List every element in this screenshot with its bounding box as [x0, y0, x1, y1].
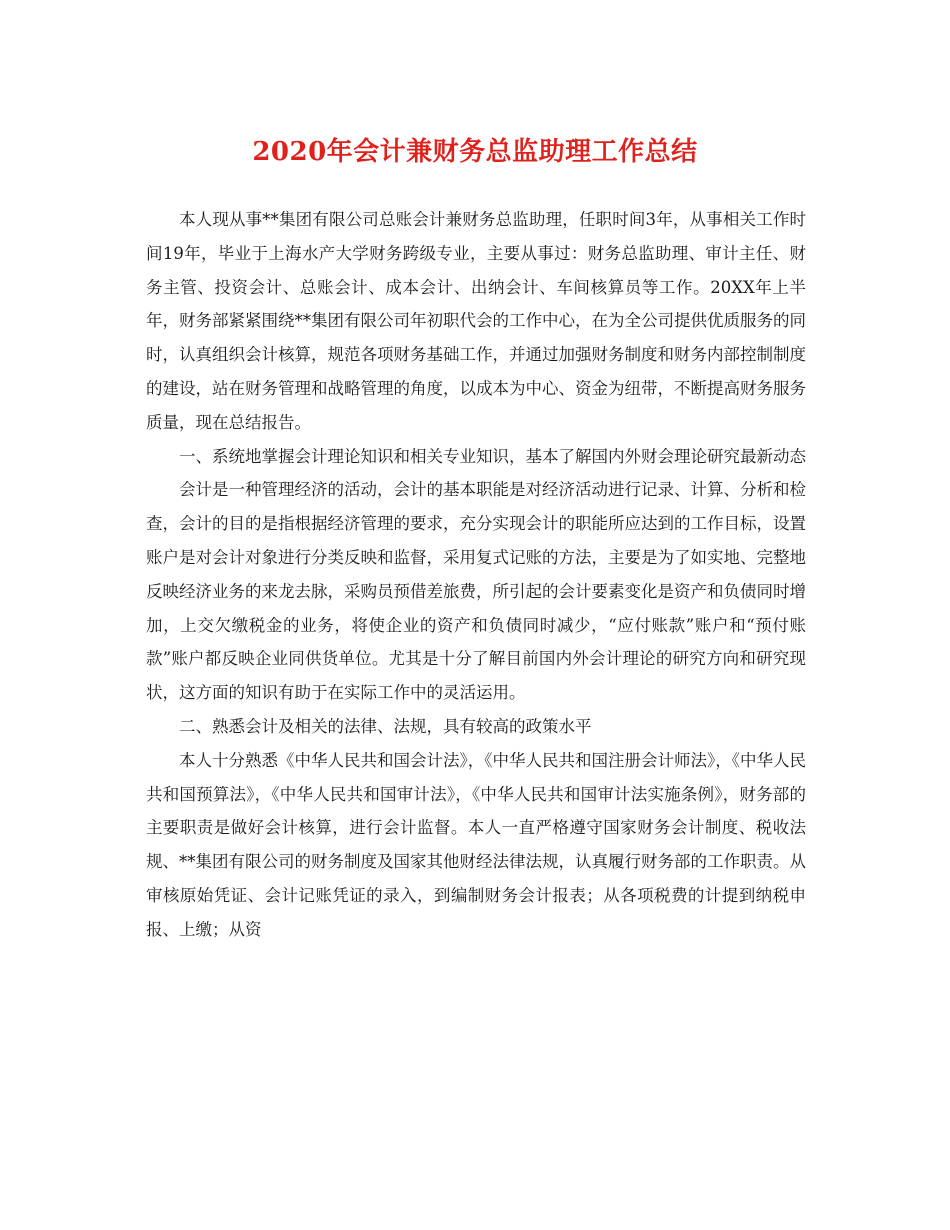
section-heading-1: 一、系统地掌握会计理论知识和相关专业知识，基本了解国内外财会理论研究最新动态 — [179, 446, 806, 466]
document-title: 2020年会计兼财务总监助理工作总结 — [252, 137, 698, 167]
paragraph-section-1: 会计是一种管理经济的活动，会计的基本职能是对经济活动进行记录、计算、分析和检查，会计的目的是指根据经济管理的要求，充分实现会计的职能所应达到的工作目标，设置账户是对会计对象进行分类反映和监督，采用复式记账的方法，主要是为了如实地、完整地反映经济业务的来龙去脉，采购员预借差旅费，所引起的会计要素变化是资产和负债同时增加，上交欠缴税金的业务，将使企业的资产和负债同时减少，“应付账款”账户和“预付账款”账户都反映企业同供货单位。尤其是十分了解目前国内外会计理论的研究方向和研究现状，这方面的知识有助于在实际工作中的灵活运用。 — [146, 480, 806, 703]
paragraph-section-2: 本人十分熟悉《中华人民共和国会计法》，《中华人民共和国注册会计师法》，《中华人民共和国预算法》，《中华人民共和国审计法》，《中华人民共和国审计法实施条例》，财务部的主要职责是做好会计核算，进行会计监督。本人一直严格遵守国家财务会计制度、税收法规、**集团有限公司的财务制度及国家其他财经法律法规，认真履行财务部的工作职责。从审核原始凭证、会计记账凭证的录入，到编制财务会计报表；从各项税费的计提到纳税申报、上缴；从资 — [146, 750, 806, 939]
paragraph-intro: 本人现从事**集团有限公司总账会计兼财务总监助理，任职时间3年，从事相关工作时间19年，毕业于上海水产大学财务跨级专业，主要从事过：财务总监助理、审计主任、财务主管、投资会计、总账会计、成本会计、出纳会计、车间核算员等工作。20XX年上半年，财务部紧紧围绕**集团有限公司年初职代会的工作中心，在为全公司提供优质服务的同时，认真组织会计核算，规范各项财务基础工作，并通过加强财务制度和财务内部控制制度的建设，站在财务管理和战略管理的角度，以成本为中心、资金为纽带，不断提高财务服务质量，现在总结报告。 — [146, 210, 806, 432]
section-heading-2: 二、熟悉会计及相关的法律、法规，具有较高的政策水平 — [179, 716, 592, 736]
document-body — [146, 203, 806, 947]
